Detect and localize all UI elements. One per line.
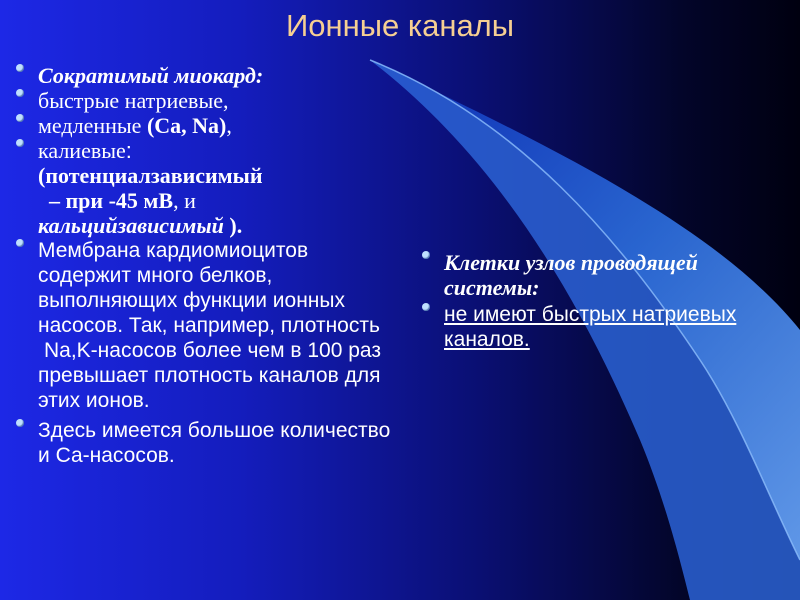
bullet-icon (16, 114, 24, 122)
voltage-threshold: – при -45 мВ (49, 188, 174, 213)
no-fast-channels-text: не имеют быстрых натриевых каналов. (444, 303, 737, 351)
ca-pumps-text: Здесь имеется большое количество и Са-насосов. (38, 419, 391, 467)
pump-paragraph (16, 338, 396, 413)
bullet-icon (16, 139, 24, 147)
bullet-icon (16, 239, 24, 247)
list-item-ca-pumps (16, 418, 396, 468)
nodes-heading: Клетки узлов проводящей системы: (444, 250, 698, 300)
calcium-dependent: кальцийзависимый (38, 213, 224, 238)
list-item-slow (16, 113, 396, 138)
slow-ions: (Ca, Na) (146, 113, 227, 138)
potassium-colon: : (125, 138, 132, 163)
potassium-text: калиевые (38, 138, 126, 163)
bullet-icon (16, 419, 24, 427)
myocardium-heading: Сократимый миокард: (38, 63, 264, 88)
list-item-fast (16, 88, 396, 113)
list-item-heading (16, 63, 396, 88)
nak-pump-text: Na,K-насосов более чем в 100 раз превышает плотность каналов для этих ионов. (38, 339, 381, 412)
slow-suffix: , (226, 113, 232, 138)
list-item-potassium (16, 138, 396, 238)
slow-text: медленные (38, 113, 147, 138)
list-item-nodes (422, 250, 794, 300)
left-column (16, 63, 396, 468)
and-text: , и (173, 188, 196, 213)
right-column (422, 250, 794, 352)
fast-sodium-text: быстрые натриевые, (38, 88, 229, 113)
bullet-icon (422, 251, 430, 259)
bullet-icon (16, 89, 24, 97)
membrane-text: Мембрана кардиомиоцитов содержит много белков, выполняющих функции ионных насосов. Так, например, плотность (38, 239, 380, 337)
list-item-membrane (16, 238, 396, 338)
close-paren: ). (223, 213, 243, 238)
slide-title: Ионные каналы (285, 8, 515, 43)
voltage-dependent: (потенциалзависимый (38, 163, 263, 188)
bullet-icon (422, 303, 430, 311)
list-item-no-fast (422, 302, 794, 352)
bullet-icon (16, 64, 24, 72)
